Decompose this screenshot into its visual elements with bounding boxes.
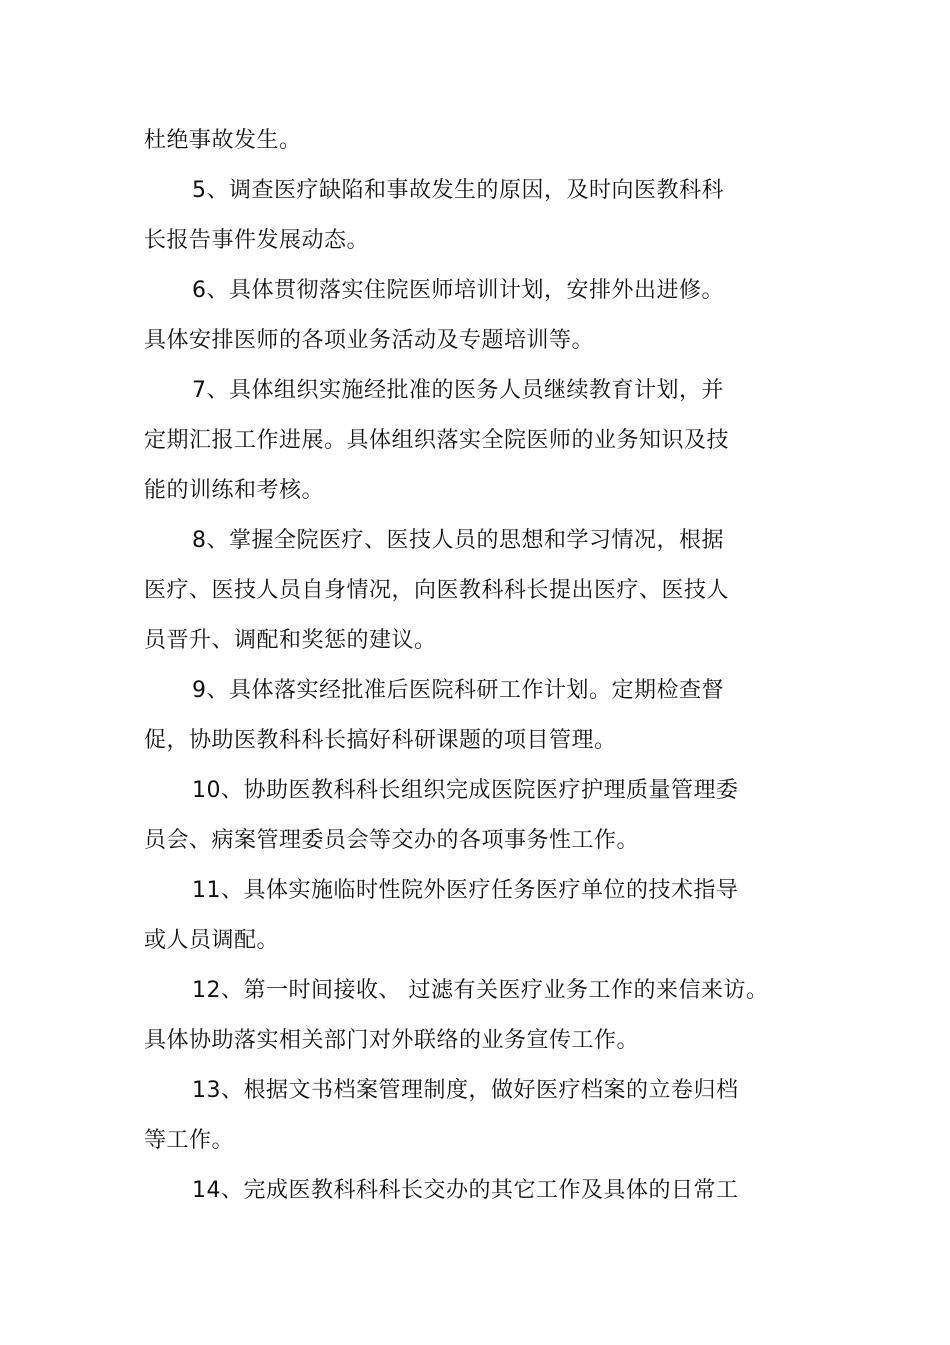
item-5-line-2: 长报告事件发展动态。: [144, 228, 370, 253]
item-11-line-1: 11、具体实施临时性院外医疗任务医疗单位的技术指导: [192, 878, 739, 903]
item-13-line-1: 13、根据文书档案管理制度，做好医疗档案的立卷归档: [192, 1078, 739, 1103]
item-6-line-2: 具体安排医师的各项业务活动及专题培训等。: [144, 328, 595, 353]
item-12-line-2: 具体协助落实相关部门对外联络的业务宣传工作。: [144, 1028, 640, 1053]
item-13-line-2: 等工作。: [144, 1128, 235, 1153]
item-9-line-1: 9、具体落实经批准后医院科研工作计划。定期检查督: [192, 678, 724, 703]
item-7-line-1: 7、具体组织实施经批准的医务人员继续教育计划，并: [192, 378, 724, 403]
item-5-line-1: 5、调查医疗缺陷和事故发生的原因，及时向医教科科: [192, 178, 724, 203]
item-14-line-1: 14、完成医教科科科长交办的其它工作及具体的日常工: [192, 1178, 739, 1203]
item-8-line-1: 8、掌握全院医疗、医技人员的思想和学习情况，根据: [192, 528, 724, 553]
item-11-line-2: 或人员调配。: [144, 928, 280, 953]
item-8-line-3: 员晋升、调配和奖惩的建议。: [144, 628, 437, 653]
item-7-line-2: 定期汇报工作进展。具体组织落实全院医师的业务知识及技: [144, 428, 730, 453]
item-9-line-2: 促，协助医教科科长搞好科研课题的项目管理。: [144, 728, 617, 753]
item-10-line-2: 员会、病案管理委员会等交办的各项事务性工作。: [144, 828, 640, 853]
item-12-line-1: 12、第一时间接收、 过滤有关医疗业务工作的来信来访。: [192, 978, 769, 1003]
item-6-line-1: 6、具体贯彻落实住院医师培训计划，安排外出进修。: [192, 278, 724, 303]
item-8-line-2: 医疗、医技人员自身情况，向医教科科长提出医疗、医技人: [144, 578, 730, 603]
item-7-line-3: 能的训练和考核。: [144, 478, 325, 503]
text-line-1: 杜绝事故发生。: [144, 128, 302, 153]
item-10-line-1: 10、协助医教科科长组织完成医院医疗护理质量管理委: [192, 778, 739, 803]
